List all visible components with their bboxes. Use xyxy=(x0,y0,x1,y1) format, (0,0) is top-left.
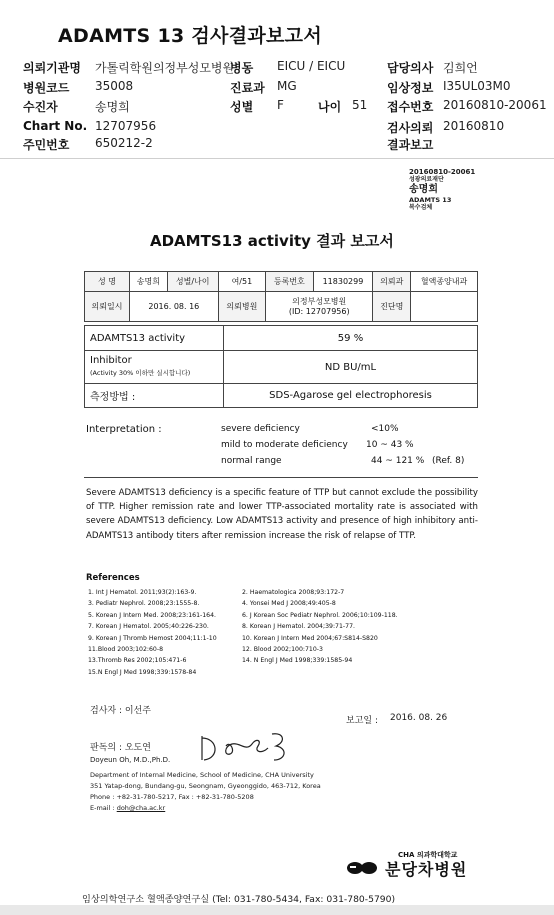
specimen-stamp xyxy=(409,168,475,212)
results-table xyxy=(84,325,478,408)
value-sex: F xyxy=(277,98,284,112)
interp-normal-range: 44 ~ 121 % xyxy=(371,456,425,466)
references-right xyxy=(242,587,398,667)
info-diag-label: 진단명 xyxy=(373,292,411,322)
reference-item: 4. Yonsei Med J 2008;49:405-8 xyxy=(242,600,336,608)
value-patient: 송명희 xyxy=(95,100,130,114)
email-line xyxy=(90,804,165,812)
info-dept: 혈액종양내과 xyxy=(411,272,478,292)
reference-item: 12. Blood 2002;100:710-3 xyxy=(242,646,323,654)
phone-fax: Phone : +82-31-780-5217, Fax : +82-31-780-5208 xyxy=(90,793,254,801)
university-logo-text: CHA 의과학대학교 xyxy=(398,851,458,859)
label-hospital-code: 병원코드 xyxy=(23,81,70,95)
reference-item: 13.Thromb Res 2002;105:471-6 xyxy=(88,657,187,665)
method-label: 측정방법 : xyxy=(85,384,224,408)
info-date-label: 의뢰일시 xyxy=(85,292,130,322)
info-date: 2016. 08. 16 xyxy=(130,292,219,322)
label-age: 나이 xyxy=(318,100,342,114)
label-chart-no: Chart No. xyxy=(23,119,88,133)
value-chart-no: 12707956 xyxy=(95,119,157,133)
paragraph-divider xyxy=(84,477,478,478)
handwritten-signature xyxy=(196,730,296,770)
value-receipt-no: 20160810-20061 xyxy=(443,98,547,112)
interp-severe-name: severe deficiency xyxy=(221,424,300,434)
label-sex: 성별 xyxy=(230,100,254,114)
label-receipt-no: 접수번호 xyxy=(387,100,434,114)
activity-label: ADAMTS13 activity xyxy=(85,326,224,351)
reference-item: 2. Haematologica 2008;93:172-7 xyxy=(242,589,345,596)
reference-item: 15.N Engl J Med 1998;339:1578-84 xyxy=(88,668,197,676)
info-regno-label: 등록번호 xyxy=(266,272,313,292)
cha-logo-icon xyxy=(346,858,382,876)
value-clinical-info: I35UL03M0 xyxy=(443,79,511,93)
info-name: 송명희 xyxy=(130,272,168,292)
references-left xyxy=(88,587,217,678)
interp-normal-ref: (Ref. 8) xyxy=(432,456,465,466)
reference-item: 6. J Korean Soc Pediatr Nephrol. 2006;10:109-118. xyxy=(242,611,398,619)
reference-item: 3. Pediatr Nephrol. 2008;23:1555-8. xyxy=(88,600,200,608)
info-hosp-label: 의뢰병원 xyxy=(218,292,265,322)
report-title: ADAMTS13 activity 결과 보고서 xyxy=(150,232,394,250)
reference-item: 8. Korean J Hematol. 2004;39:71-77. xyxy=(242,623,355,631)
label-test-request: 검사의뢰 xyxy=(387,121,434,135)
reference-item: 14. N Engl J Med 1998;339:1585-94 xyxy=(242,657,353,665)
reference-item: 1. Int J Hematol. 2011;93(2):163-9. xyxy=(88,589,197,596)
label-physician: 담당의사 xyxy=(387,61,434,75)
stamp-note: 복수검체 xyxy=(409,204,433,211)
examiner: 검사자 : 이선주 xyxy=(90,706,151,716)
footer-contact: 임상의학연구소 혈액종양연구실 (Tel: 031-780-5434, Fax: 031-780-5790) xyxy=(82,894,396,905)
hospital-logo: 분당차병원 xyxy=(385,860,468,879)
value-hospital-code: 35008 xyxy=(95,79,134,93)
method-value: SDS-Agarose gel electrophoresis xyxy=(224,384,478,408)
value-physician: 김희언 xyxy=(443,61,478,75)
interpretation-label: Interpretation : xyxy=(86,424,162,435)
stamp-patient: 송명희 xyxy=(409,184,438,195)
info-hospital xyxy=(266,292,373,322)
interp-mild-name: mild to moderate deficiency xyxy=(221,440,348,450)
department-line-1: Department of Internal Medicine, School of Medicine, CHA University xyxy=(90,771,314,779)
label-ward: 병동 xyxy=(230,61,254,75)
info-hospital-name: 의정부성모병원 xyxy=(292,296,347,306)
email-link[interactable]: doh@cha.ac.kr xyxy=(116,804,166,812)
label-patient: 수진자 xyxy=(23,100,58,114)
reader-name: Doyeun Oh, M.D.,Ph.D. xyxy=(90,756,171,764)
footer-band xyxy=(0,905,554,915)
info-name-label: 성 명 xyxy=(85,272,130,292)
patient-info-table xyxy=(84,271,478,322)
interp-mild-range: 10 ~ 43 % xyxy=(366,440,414,450)
reference-item: 10. Korean J Intern Med 2004;67:S814-S820 xyxy=(242,634,378,642)
info-diag xyxy=(411,292,478,322)
label-result-report: 결과보고 xyxy=(387,138,434,152)
inhibitor-label: Inhibitor xyxy=(90,355,132,366)
info-sexage-label: 성별/나이 xyxy=(167,272,218,292)
info-dept-label: 의뢰과 xyxy=(373,272,411,292)
reference-item: 11.Blood 2003;102:60-8 xyxy=(88,646,164,654)
interp-normal-name: normal range xyxy=(221,456,282,466)
value-requesting-institution: 가톨릭학원의정부성모병원 xyxy=(95,61,235,75)
label-department: 진료과 xyxy=(230,81,265,95)
value-ward: EICU / EICU xyxy=(277,59,346,73)
stamp-receipt-no: 20160810-20061 xyxy=(409,168,476,176)
report-date: 2016. 08. 26 xyxy=(390,713,448,723)
interpretation-paragraph: Severe ADAMTS13 deficiency is a specific feature of TTP but cannot exclude the possibility of TTP. Higher remission rate and lower TTP-associated mortality rate is associated with severe ADAMTS13 deficiency. Low ADAMTS13 activity and presence of high inhibitory anti-ADAMTS13 antibody titers after remission increase the risk of relapse of TTP. xyxy=(86,488,478,541)
reference-item: 9. Korean J Thromb Hemost 2004;11:1-10 xyxy=(88,634,217,642)
stamp-foundation: 성광의료재단 xyxy=(409,176,444,183)
stamp-test: ADAMTS 13 xyxy=(409,196,452,204)
reference-item: 5. Korean J Intern Med. 2008;23:161-164. xyxy=(88,611,217,619)
report-date-label: 보고일 : xyxy=(346,716,378,726)
value-test-request: 20160810 xyxy=(443,119,505,133)
interp-severe-range: <10% xyxy=(371,424,399,434)
info-hospital-id: (ID: 12707956) xyxy=(288,306,350,316)
label-requesting-institution: 의뢰기관명 xyxy=(23,61,81,75)
value-department: MG xyxy=(277,79,297,93)
label-resident-no: 주민번호 xyxy=(23,138,70,152)
value-age: 51 xyxy=(352,98,368,112)
inhibitor-cell xyxy=(85,351,224,384)
value-resident-no: 650212-2 xyxy=(95,136,153,150)
reader: 판독의 : 오도연 xyxy=(90,743,151,753)
department-line-2: 351 Yatap-dong, Bundang-gu, Seongnam, Gyeonggido, 463-712, Korea xyxy=(90,782,321,790)
activity-value: 59 % xyxy=(224,326,478,351)
inhibitor-note: (Activity 30% 이하만 실시합니다) xyxy=(90,369,191,377)
reference-item: 7. Korean J Hematol. 2005;40:226-230. xyxy=(88,623,209,631)
references-label: References xyxy=(86,573,140,583)
email-label: E-mail : xyxy=(90,804,117,812)
header-divider xyxy=(0,158,554,159)
inhibitor-value: ND BU/mL xyxy=(224,351,478,384)
page-title: ADAMTS 13 검사결과보고서 xyxy=(58,25,322,47)
label-clinical-info: 임상정보 xyxy=(387,81,434,95)
info-sexage: 여/51 xyxy=(218,272,265,292)
info-regno: 11830299 xyxy=(313,272,373,292)
